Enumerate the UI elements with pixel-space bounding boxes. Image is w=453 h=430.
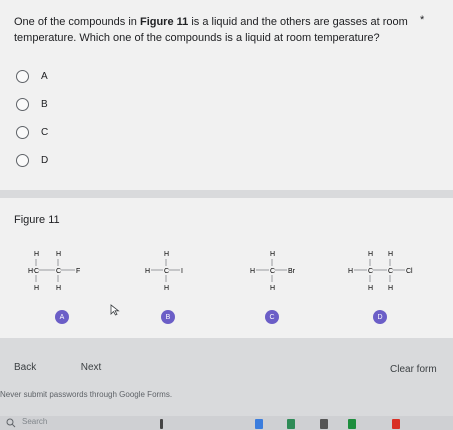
radio-icon[interactable] bbox=[16, 126, 29, 139]
atom-x: I bbox=[181, 268, 183, 275]
atom-h: H bbox=[145, 268, 151, 275]
atom-h: H bbox=[368, 285, 374, 292]
atom-h: H bbox=[270, 251, 276, 258]
mouse-cursor-icon bbox=[110, 304, 120, 316]
back-button[interactable]: Back bbox=[14, 362, 37, 373]
figure-card bbox=[0, 198, 453, 338]
atom-c: C bbox=[368, 268, 374, 275]
radio-icon[interactable] bbox=[16, 98, 29, 111]
taskbar-search-input[interactable]: Search bbox=[22, 417, 48, 426]
atom-c: C bbox=[34, 268, 40, 275]
atom-x: Br bbox=[288, 268, 295, 275]
atom-c: C bbox=[164, 268, 170, 275]
atom-h: H bbox=[34, 285, 40, 292]
option-b[interactable] bbox=[16, 96, 48, 112]
figure-title: Figure 11 bbox=[14, 214, 60, 226]
compound-d-badge: D bbox=[373, 310, 387, 324]
atom-h: H bbox=[164, 285, 170, 292]
question-text bbox=[14, 14, 414, 46]
option-a[interactable] bbox=[16, 68, 48, 84]
atom-h: H bbox=[368, 251, 374, 258]
compound-b-structure bbox=[145, 244, 185, 294]
compound-c-badge: C bbox=[265, 310, 279, 324]
question-text-part: is a liquid and the others are gasses at room temperature. Which one of the compounds is a liquid at room temperature? bbox=[14, 16, 408, 44]
option-d[interactable] bbox=[16, 152, 48, 168]
search-icon[interactable] bbox=[6, 418, 16, 428]
taskbar-app-icon[interactable] bbox=[320, 419, 328, 429]
atom-h: H bbox=[388, 285, 394, 292]
taskbar-app-icon[interactable] bbox=[287, 419, 295, 429]
atom-x: Cl bbox=[406, 268, 413, 275]
atom-h: H bbox=[388, 251, 394, 258]
compound-d-structure bbox=[348, 244, 428, 294]
radio-icon[interactable] bbox=[16, 154, 29, 167]
option-label: D bbox=[41, 154, 49, 166]
atom-h: H bbox=[56, 251, 62, 258]
password-warning: Never submit passwords through Google Forms. bbox=[0, 390, 173, 399]
atom-c: C bbox=[56, 268, 62, 275]
taskbar-app-icon[interactable] bbox=[160, 419, 163, 429]
compound-c-structure bbox=[250, 244, 300, 294]
question-figure-ref: Figure 11 bbox=[139, 16, 189, 28]
compound-a-structure bbox=[28, 244, 108, 294]
atom-h: H bbox=[34, 251, 40, 258]
atom-h: H bbox=[270, 285, 276, 292]
taskbar bbox=[0, 416, 453, 430]
atom-h: H bbox=[56, 285, 62, 292]
clear-form-button[interactable]: Clear form bbox=[390, 364, 437, 375]
atom-x: F bbox=[76, 268, 81, 275]
atom-h: H bbox=[164, 251, 170, 258]
atom-c: C bbox=[388, 268, 394, 275]
radio-icon[interactable] bbox=[16, 70, 29, 83]
form-navigation bbox=[0, 350, 453, 386]
compound-b-badge: B bbox=[161, 310, 175, 324]
question-text-part: One of the compounds in bbox=[14, 16, 140, 28]
atom-h: H bbox=[348, 268, 354, 275]
option-c[interactable] bbox=[16, 124, 48, 140]
atom-h: H bbox=[250, 268, 256, 275]
compound-a-badge: A bbox=[55, 310, 69, 324]
gmail-icon[interactable] bbox=[392, 419, 400, 429]
taskbar-app-icon[interactable] bbox=[255, 419, 263, 429]
atom-h: H bbox=[28, 268, 34, 275]
option-label: C bbox=[41, 126, 49, 138]
required-marker: * bbox=[420, 14, 425, 26]
atom-c: C bbox=[270, 268, 276, 275]
next-button[interactable]: Next bbox=[80, 361, 102, 373]
option-label: A bbox=[41, 70, 48, 82]
taskbar-app-icon[interactable] bbox=[348, 419, 356, 429]
question-card bbox=[0, 0, 453, 190]
option-label: B bbox=[41, 98, 48, 110]
